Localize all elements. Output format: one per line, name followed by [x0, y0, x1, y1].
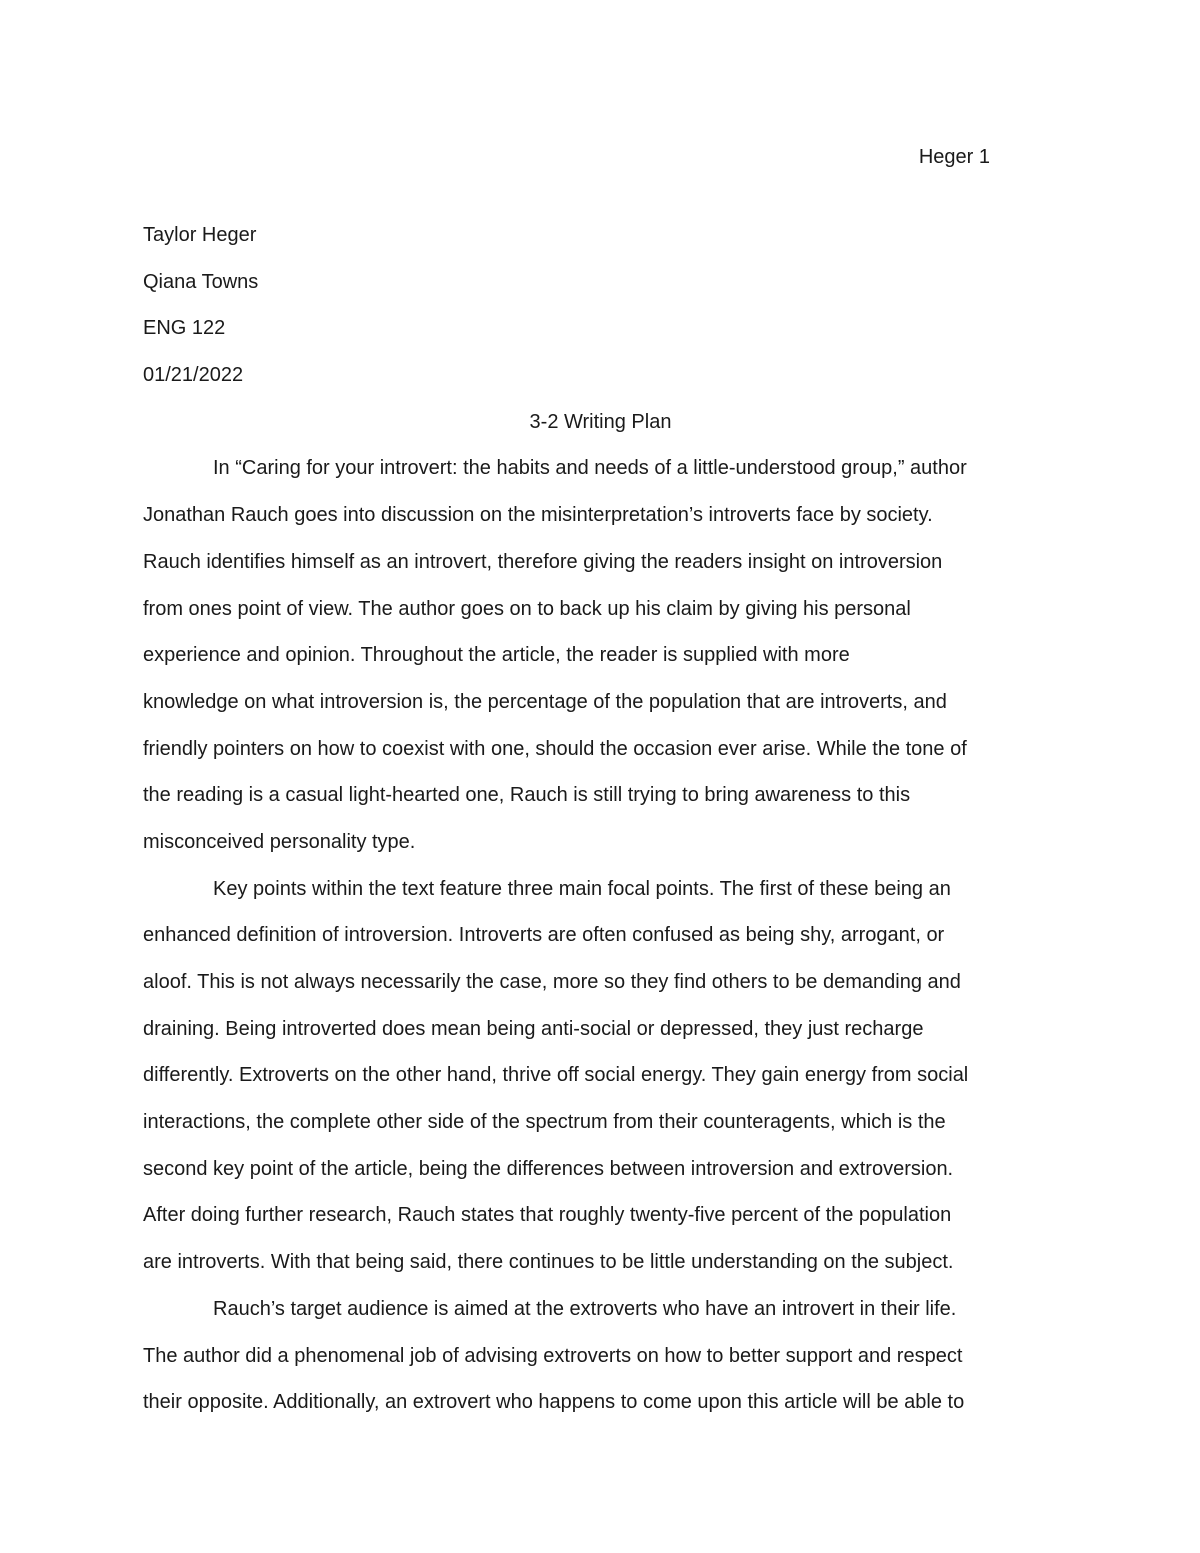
instructor-name: Qiana Towns — [143, 270, 259, 293]
text-line: In “Caring for your introvert: the habits and needs of a little-understood group,” author — [213, 457, 967, 480]
paragraph — [143, 1286, 1058, 1426]
text-line: their opposite. Additionally, an extrovert who happens to come upon this article will be able to — [143, 1391, 965, 1414]
text-line: knowledge on what introversion is, the percentage of the population that are introverts, and — [143, 690, 947, 713]
text-line: interactions, the complete other side of the spectrum from their counteragents, which is the — [143, 1111, 946, 1134]
text-line: aloof. This is not always necessarily the case, more so they find others to be demanding and — [143, 971, 961, 993]
text-line: from ones point of view. The author goes on to back up his claim by giving his personal — [143, 597, 911, 620]
date: 01/21/2022 — [143, 364, 244, 387]
paragraph — [143, 445, 1058, 865]
text-line: Key points within the text feature three main focal points. The first of these being an — [213, 877, 951, 900]
text-line: Jonathan Rauch goes into discussion on the misinterpretation’s introverts face by society. — [143, 504, 933, 527]
text-line: misconceived personality type. — [143, 830, 416, 853]
text-line: After doing further research, Rauch states that roughly twenty-five percent of the population — [143, 1204, 952, 1227]
text-line: enhanced definition of introversion. Introverts are often confused as being shy, arrogant, or — [143, 924, 945, 947]
text-line: experience and opinion. Throughout the article, the reader is supplied with more — [143, 644, 850, 667]
text-line: are introverts. With that being said, there continues to be little understanding on the subject. — [143, 1251, 954, 1274]
essay-title: 3-2 Writing Plan — [529, 410, 672, 433]
text-line: Rauch’s target audience is aimed at the extroverts who have an introvert in their life. — [213, 1297, 957, 1320]
text-line: draining. Being introverted does mean being anti-social or depressed, they just recharge — [143, 1017, 924, 1040]
student-name: Taylor Heger — [143, 224, 257, 246]
document-body — [143, 212, 1058, 1426]
text-line: The author did a phenomenal job of advising extroverts on how to better support and respect — [143, 1344, 963, 1367]
course-name: ENG 122 — [143, 317, 226, 340]
text-line: the reading is a casual light-hearted one, Rauch is still trying to bring awareness to this — [143, 784, 911, 807]
running-head: Heger 1 — [918, 146, 990, 168]
text-line: differently. Extroverts on the other hand, thrive off social energy. They gain energy from social — [143, 1064, 969, 1087]
text-line: Rauch identifies himself as an introvert, therefore giving the readers insight on introversion — [143, 550, 943, 573]
text-line: friendly pointers on how to coexist with one, should the occasion ever arise. While the tone of — [143, 737, 967, 760]
paragraph — [143, 866, 1058, 1286]
text-line: second key point of the article, being the differences between introversion and extroversion. — [143, 1157, 954, 1180]
